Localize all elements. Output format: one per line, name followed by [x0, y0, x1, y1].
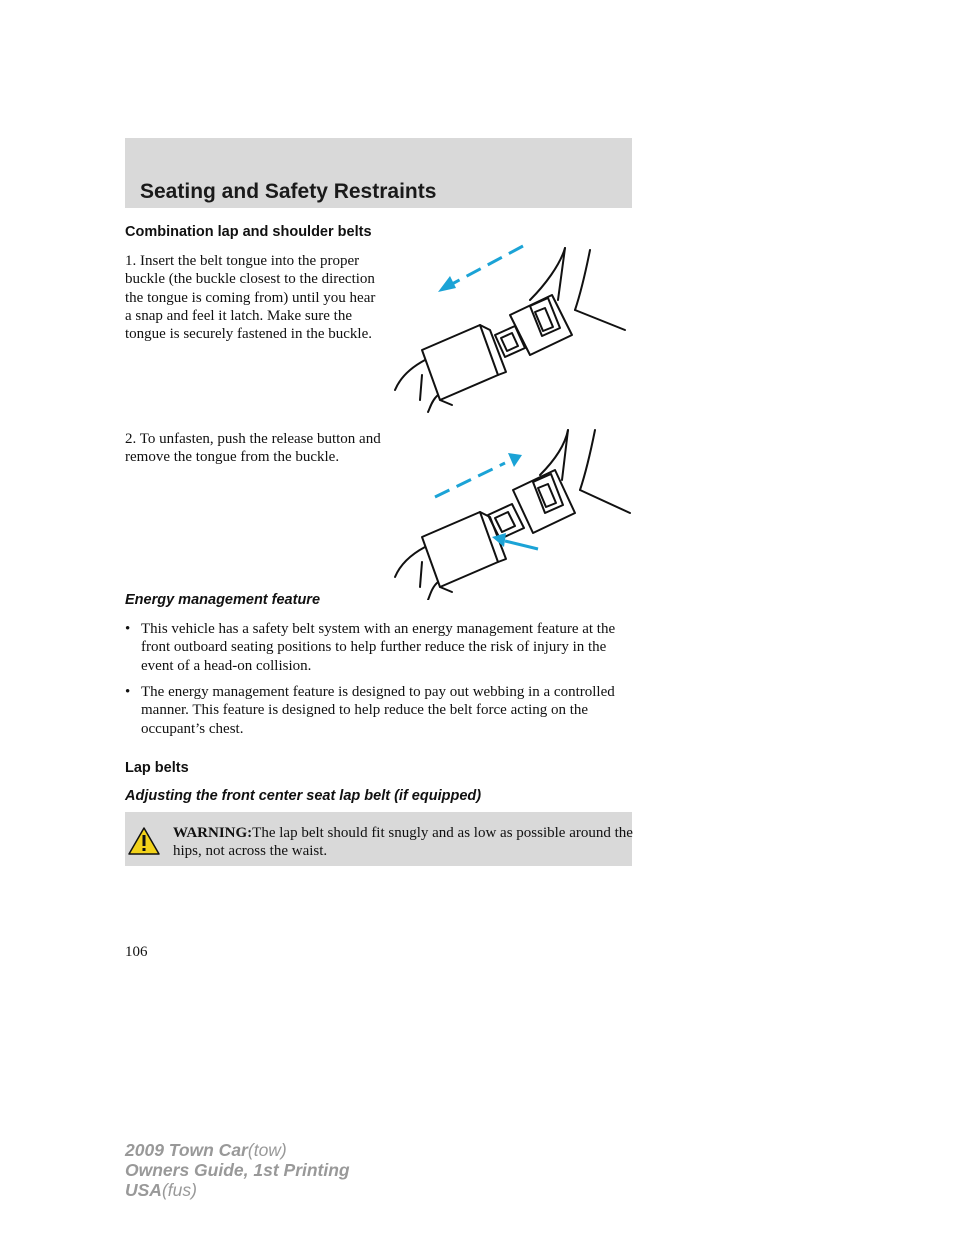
press-button-arrow-icon: [492, 533, 538, 549]
list-item-text: The energy management feature is designed to pay out webbing in a controlled manner. This feature is designed to help reduce the belt force acting on the occupant’s chest.: [141, 684, 615, 737]
belt-release-illustration: [380, 425, 640, 600]
bullet-icon: •: [125, 621, 131, 637]
belt-insert-illustration: [380, 240, 640, 415]
step-1-text: 1. Insert the belt tongue into the proper buckle (the buckle closest to the direction the tongue is coming from) until you hear a snap and feel it latch. Make sure the tongue is securely fastened in the buckle.: [125, 253, 376, 343]
footer-model: 2009 Town Car: [125, 1140, 248, 1160]
page-number: 106: [125, 944, 148, 960]
footer: [125, 1140, 350, 1200]
footer-region-code: (fus): [161, 1180, 197, 1200]
warning-label: WARNING:: [173, 825, 253, 841]
section-heading-lap-belts: Lap belts: [125, 760, 189, 776]
step-2-text: 2. To unfasten, push the release button and remove the tongue from the buckle.: [125, 431, 381, 466]
insert-arrow-icon: [438, 246, 523, 292]
section-subheading-center-lap-belt: Adjusting the front center seat lap belt (if equipped): [125, 788, 482, 804]
footer-edition: Owners Guide, 1st Printing: [125, 1160, 350, 1180]
footer-region: USA: [125, 1180, 162, 1200]
list-item-text: This vehicle has a safety belt system with an energy management feature at the front outboard seating positions to help further reduce the risk of injury in the event of a head-on collision.: [141, 621, 616, 674]
page-title: Seating and Safety Restraints: [140, 180, 437, 203]
section-heading-energy-management: Energy management feature: [125, 592, 321, 608]
warning-text-block: [173, 824, 633, 860]
warning-message: The lap belt should fit snugly and as low as possible around the hips, not across the waist.: [173, 825, 633, 859]
footer-model-code: (tow): [247, 1140, 287, 1160]
bullet-icon: •: [125, 684, 131, 700]
section-heading-combination-belts: Combination lap and shoulder belts: [125, 224, 372, 240]
warning-triangle-icon: [127, 826, 161, 856]
pull-arrow-icon: [435, 453, 522, 497]
